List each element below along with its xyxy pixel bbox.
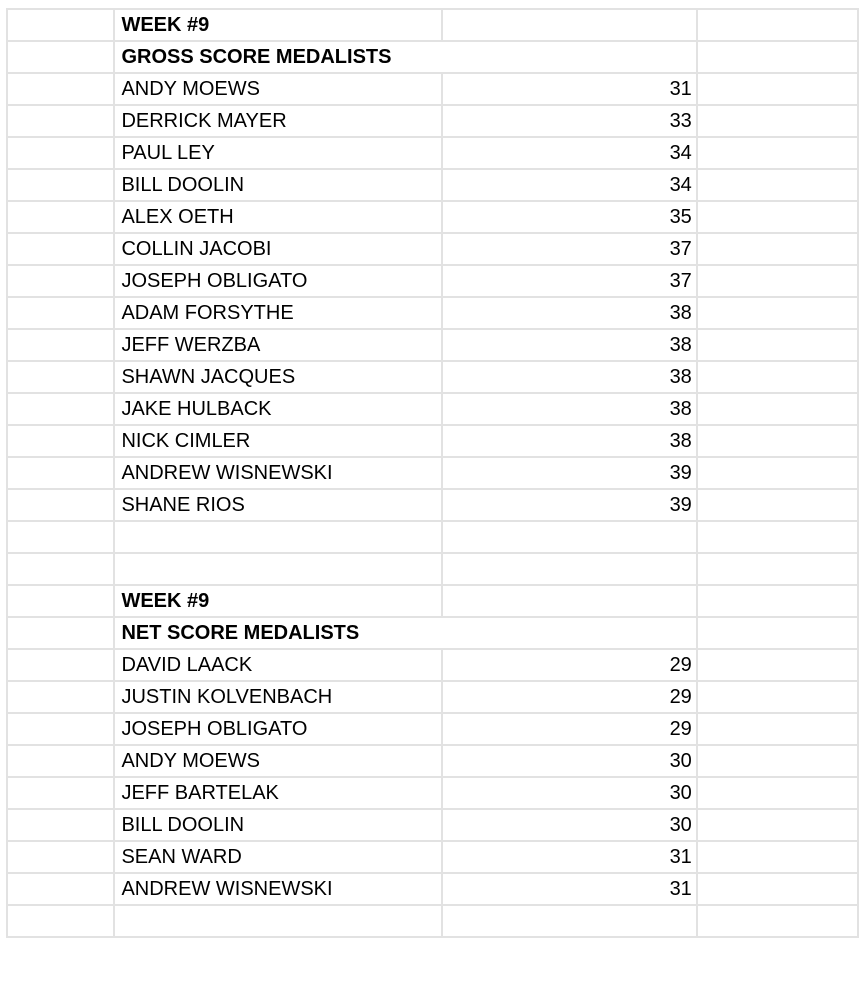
table-row bbox=[7, 809, 858, 841]
score-cell[interactable]: 29 bbox=[442, 649, 697, 681]
cell[interactable] bbox=[697, 649, 858, 681]
cell[interactable] bbox=[7, 233, 114, 265]
player-name-cell[interactable]: SEAN WARD bbox=[114, 841, 441, 873]
player-name-cell[interactable]: ALEX OETH bbox=[114, 201, 441, 233]
table-row bbox=[7, 777, 858, 809]
cell[interactable] bbox=[7, 585, 114, 617]
score-cell[interactable]: 30 bbox=[442, 745, 697, 777]
score-cell[interactable]: 37 bbox=[442, 265, 697, 297]
table-row bbox=[7, 873, 858, 905]
cell[interactable] bbox=[7, 457, 114, 489]
section-heading-row bbox=[7, 41, 858, 73]
section-heading-cell[interactable]: NET SCORE MEDALISTS bbox=[114, 617, 696, 649]
player-name-cell[interactable]: ADAM FORSYTHE bbox=[114, 297, 441, 329]
score-cell[interactable]: 38 bbox=[442, 329, 697, 361]
table-row bbox=[7, 73, 858, 105]
cell[interactable] bbox=[7, 169, 114, 201]
player-name-cell[interactable]: COLLIN JACOBI bbox=[114, 233, 441, 265]
table-row bbox=[7, 265, 858, 297]
cell[interactable] bbox=[697, 521, 858, 553]
cell[interactable] bbox=[7, 41, 114, 73]
score-cell[interactable]: 39 bbox=[442, 489, 697, 521]
cell[interactable] bbox=[697, 361, 858, 393]
score-cell[interactable]: 34 bbox=[442, 169, 697, 201]
cell[interactable] bbox=[442, 553, 697, 585]
empty-row bbox=[7, 905, 858, 937]
table-row bbox=[7, 233, 858, 265]
cell[interactable] bbox=[114, 521, 441, 553]
cell[interactable] bbox=[442, 585, 697, 617]
score-cell[interactable]: 35 bbox=[442, 201, 697, 233]
cell[interactable] bbox=[697, 265, 858, 297]
cell[interactable] bbox=[7, 329, 114, 361]
cell[interactable] bbox=[697, 553, 858, 585]
section-heading-row bbox=[7, 617, 858, 649]
cell[interactable] bbox=[697, 41, 858, 73]
cell[interactable] bbox=[697, 489, 858, 521]
score-cell[interactable]: 38 bbox=[442, 393, 697, 425]
cell[interactable] bbox=[697, 841, 858, 873]
table-row bbox=[7, 361, 858, 393]
cell[interactable] bbox=[697, 745, 858, 777]
cell[interactable] bbox=[7, 105, 114, 137]
cell[interactable] bbox=[442, 9, 697, 41]
player-name-cell[interactable]: DAVID LAACK bbox=[114, 649, 441, 681]
cell[interactable] bbox=[7, 905, 114, 937]
score-cell[interactable]: 30 bbox=[442, 809, 697, 841]
cell[interactable] bbox=[7, 649, 114, 681]
player-name-cell[interactable]: NICK CIMLER bbox=[114, 425, 441, 457]
player-name-cell[interactable]: JUSTIN KOLVENBACH bbox=[114, 681, 441, 713]
table-row bbox=[7, 169, 858, 201]
player-name-cell[interactable]: ANDY MOEWS bbox=[114, 745, 441, 777]
score-cell[interactable]: 38 bbox=[442, 297, 697, 329]
cell[interactable] bbox=[697, 73, 858, 105]
table-row bbox=[7, 137, 858, 169]
table-row bbox=[7, 201, 858, 233]
table-row bbox=[7, 745, 858, 777]
cell[interactable] bbox=[697, 393, 858, 425]
empty-row bbox=[7, 521, 858, 553]
score-cell[interactable]: 29 bbox=[442, 681, 697, 713]
week-title-cell[interactable]: WEEK #9 bbox=[114, 585, 441, 617]
score-cell[interactable]: 37 bbox=[442, 233, 697, 265]
cell[interactable] bbox=[114, 905, 441, 937]
score-cell[interactable]: 33 bbox=[442, 105, 697, 137]
cell[interactable] bbox=[7, 873, 114, 905]
player-name-cell[interactable]: ANDREW WISNEWSKI bbox=[114, 457, 441, 489]
cell[interactable] bbox=[7, 361, 114, 393]
table-row bbox=[7, 457, 858, 489]
cell[interactable] bbox=[7, 681, 114, 713]
week-title-row bbox=[7, 585, 858, 617]
cell[interactable] bbox=[697, 777, 858, 809]
week-title-cell[interactable]: WEEK #9 bbox=[114, 9, 441, 41]
table-row bbox=[7, 681, 858, 713]
cell[interactable] bbox=[697, 681, 858, 713]
table-row bbox=[7, 489, 858, 521]
table-row bbox=[7, 713, 858, 745]
cell[interactable] bbox=[697, 905, 858, 937]
player-name-cell[interactable]: JEFF WERZBA bbox=[114, 329, 441, 361]
cell[interactable] bbox=[697, 9, 858, 41]
cell[interactable] bbox=[7, 393, 114, 425]
player-name-cell[interactable]: BILL DOOLIN bbox=[114, 809, 441, 841]
section-heading-cell[interactable]: GROSS SCORE MEDALISTS bbox=[114, 41, 696, 73]
cell[interactable] bbox=[7, 73, 114, 105]
cell[interactable] bbox=[7, 553, 114, 585]
player-name-cell[interactable]: JEFF BARTELAK bbox=[114, 777, 441, 809]
score-cell[interactable]: 39 bbox=[442, 457, 697, 489]
player-name-cell[interactable]: BILL DOOLIN bbox=[114, 169, 441, 201]
score-cell[interactable]: 31 bbox=[442, 873, 697, 905]
cell[interactable] bbox=[697, 425, 858, 457]
cell[interactable] bbox=[442, 521, 697, 553]
cell[interactable] bbox=[7, 841, 114, 873]
player-name-cell[interactable]: SHAWN JACQUES bbox=[114, 361, 441, 393]
cell[interactable] bbox=[442, 905, 697, 937]
cell[interactable] bbox=[7, 265, 114, 297]
table-row bbox=[7, 105, 858, 137]
player-name-cell[interactable]: JAKE HULBACK bbox=[114, 393, 441, 425]
player-name-cell[interactable]: ANDY MOEWS bbox=[114, 73, 441, 105]
week-title-row bbox=[7, 9, 858, 41]
cell[interactable] bbox=[697, 585, 858, 617]
cell[interactable] bbox=[7, 137, 114, 169]
score-cell[interactable]: 30 bbox=[442, 777, 697, 809]
cell[interactable] bbox=[7, 521, 114, 553]
table-row bbox=[7, 425, 858, 457]
cell[interactable] bbox=[7, 745, 114, 777]
score-cell[interactable]: 31 bbox=[442, 841, 697, 873]
player-name-cell[interactable]: PAUL LEY bbox=[114, 137, 441, 169]
player-name-cell[interactable]: SHANE RIOS bbox=[114, 489, 441, 521]
cell[interactable] bbox=[697, 137, 858, 169]
score-cell[interactable]: 38 bbox=[442, 425, 697, 457]
empty-row bbox=[7, 553, 858, 585]
cell[interactable] bbox=[7, 9, 114, 41]
cell[interactable] bbox=[697, 809, 858, 841]
cell[interactable] bbox=[697, 201, 858, 233]
player-name-cell[interactable]: JOSEPH OBLIGATO bbox=[114, 713, 441, 745]
score-cell[interactable]: 38 bbox=[442, 361, 697, 393]
table-row bbox=[7, 329, 858, 361]
cell[interactable] bbox=[697, 329, 858, 361]
table-row bbox=[7, 841, 858, 873]
score-cell[interactable]: 31 bbox=[442, 73, 697, 105]
score-cell[interactable]: 29 bbox=[442, 713, 697, 745]
player-name-cell[interactable]: JOSEPH OBLIGATO bbox=[114, 265, 441, 297]
cell[interactable] bbox=[697, 105, 858, 137]
cell[interactable] bbox=[697, 297, 858, 329]
cell[interactable] bbox=[697, 457, 858, 489]
cell[interactable] bbox=[7, 617, 114, 649]
cell[interactable] bbox=[697, 233, 858, 265]
cell[interactable] bbox=[7, 489, 114, 521]
cell[interactable] bbox=[697, 873, 858, 905]
cell[interactable] bbox=[697, 713, 858, 745]
cell[interactable] bbox=[697, 617, 858, 649]
cell[interactable] bbox=[7, 777, 114, 809]
table-row bbox=[7, 649, 858, 681]
player-name-cell[interactable]: DERRICK MAYER bbox=[114, 105, 441, 137]
score-cell[interactable]: 34 bbox=[442, 137, 697, 169]
table-row bbox=[7, 393, 858, 425]
cell[interactable] bbox=[7, 809, 114, 841]
player-name-cell[interactable]: ANDREW WISNEWSKI bbox=[114, 873, 441, 905]
spreadsheet-grid bbox=[6, 8, 859, 938]
cell[interactable] bbox=[7, 201, 114, 233]
cell[interactable] bbox=[114, 553, 441, 585]
table-row bbox=[7, 297, 858, 329]
cell[interactable] bbox=[697, 169, 858, 201]
cell[interactable] bbox=[7, 425, 114, 457]
cell[interactable] bbox=[7, 713, 114, 745]
cell[interactable] bbox=[7, 297, 114, 329]
